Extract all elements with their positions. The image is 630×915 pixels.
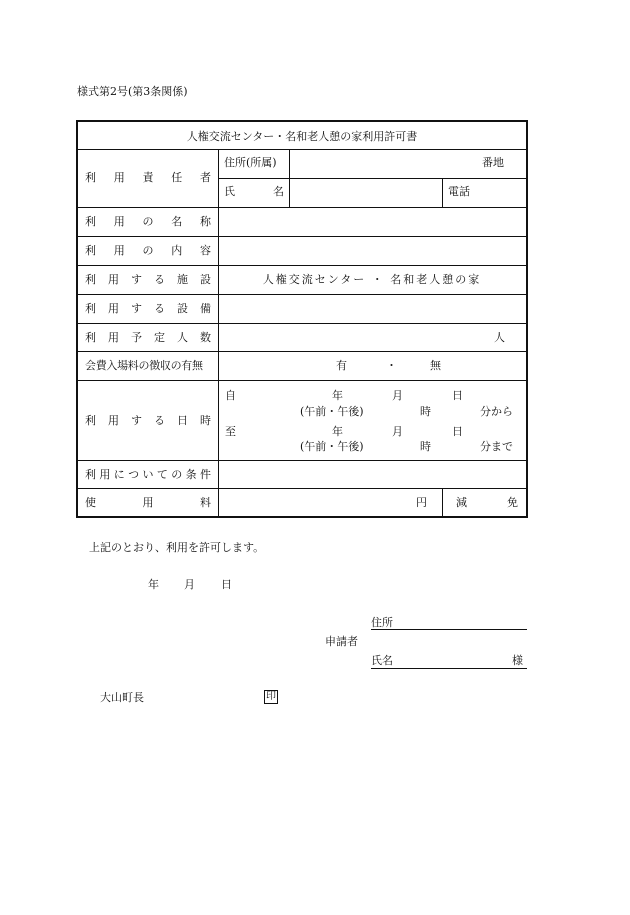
permit-table <box>76 120 528 518</box>
phone-field[interactable] <box>478 182 522 202</box>
planned-people-field[interactable] <box>222 327 482 349</box>
label-fee-collection: 会費入場料の徴収の有無 <box>85 359 203 372</box>
row-divider <box>78 265 526 266</box>
row-divider <box>78 351 526 352</box>
from-day-label: 日 <box>452 389 463 402</box>
seal-text: 印 <box>266 691 276 702</box>
to-year-label: 年 <box>332 425 343 438</box>
address-underline <box>371 629 527 630</box>
row-divider <box>78 149 526 150</box>
people-unit: 人 <box>494 331 505 344</box>
from-ampm[interactable]: (午前・午後) <box>300 405 364 418</box>
name-field[interactable] <box>293 182 438 202</box>
applicant-label: 申請者 <box>325 635 358 648</box>
column-divider <box>218 149 219 516</box>
row-divider <box>78 236 526 237</box>
mayor-title: 大山町長 <box>100 691 144 704</box>
equipment-field[interactable] <box>222 298 522 320</box>
date-year-label: 年 <box>148 578 159 591</box>
fee-separator: ・ <box>386 359 397 372</box>
to-hour-label: 時 <box>420 440 431 453</box>
date-month-label: 月 <box>184 578 195 591</box>
from-year-label: 年 <box>332 389 343 402</box>
row-divider <box>78 294 526 295</box>
from-hour-label: 時 <box>420 405 431 418</box>
applicant-address-label: 住所 <box>371 616 393 629</box>
purpose-content-field[interactable] <box>222 240 522 262</box>
form-title: 人権交流センター・名和老人憩の家利用許可書 <box>186 130 418 143</box>
permit-statement: 上記のとおり、利用を許可します。 <box>89 541 265 554</box>
label-purpose-name: 利 用 の 名 称 <box>85 215 211 228</box>
form-number: 様式第2号(第3条関係) <box>77 85 188 98</box>
label-address-affiliation: 住所(所属) <box>224 156 277 169</box>
honorific: 様 <box>512 654 523 667</box>
fee-no-option[interactable]: 無 <box>430 359 441 372</box>
seal-mark <box>264 690 278 704</box>
column-divider <box>442 178 443 207</box>
label-banchi: 番地 <box>482 156 504 169</box>
purpose-name-field[interactable] <box>222 211 522 233</box>
yen-unit: 円 <box>416 496 427 509</box>
label-phone: 電話 <box>448 185 470 198</box>
fee-amount-field[interactable] <box>222 492 408 512</box>
label-planned-people: 利 用 予 定 人 数 <box>85 331 211 344</box>
row-divider <box>218 178 526 179</box>
conditions-field[interactable] <box>222 464 522 486</box>
label-purpose-content: 利 用 の 内 容 <box>85 244 211 257</box>
row-divider <box>78 460 526 461</box>
facility-value: 人権交流センター ・ 名和老人憩の家 <box>262 273 482 286</box>
address-field[interactable] <box>293 153 473 173</box>
to-month-label: 月 <box>392 425 403 438</box>
to-minute-label: 分まで <box>480 440 513 453</box>
name-underline <box>371 668 527 669</box>
to-ampm[interactable]: (午前・午後) <box>300 440 364 453</box>
label-conditions: 利 用 に つ い て の 条 件 <box>85 468 211 481</box>
label-exemption: 減 免 <box>456 496 518 509</box>
from-minute-label: 分から <box>480 405 513 418</box>
label-from: 自 <box>225 389 236 402</box>
to-day-label: 日 <box>452 425 463 438</box>
column-divider <box>289 149 290 207</box>
column-divider <box>442 488 443 516</box>
row-divider <box>78 323 526 324</box>
from-month-label: 月 <box>392 389 403 402</box>
label-datetime: 利 用 す る 日 時 <box>85 414 211 427</box>
date-day-label: 日 <box>221 578 232 591</box>
label-to: 至 <box>225 425 236 438</box>
label-fee: 使 用 料 <box>85 496 211 509</box>
label-name: 氏 名 <box>224 185 284 198</box>
applicant-name-label: 氏名 <box>371 654 393 667</box>
label-responsible-person: 利 用 責 任 者 <box>85 171 211 184</box>
row-divider <box>78 207 526 208</box>
label-equipment: 利 用 す る 設 備 <box>85 302 211 315</box>
fee-yes-option[interactable]: 有 <box>336 359 347 372</box>
row-divider <box>78 488 526 489</box>
label-facility: 利 用 す る 施 設 <box>85 273 211 286</box>
row-divider <box>78 380 526 381</box>
